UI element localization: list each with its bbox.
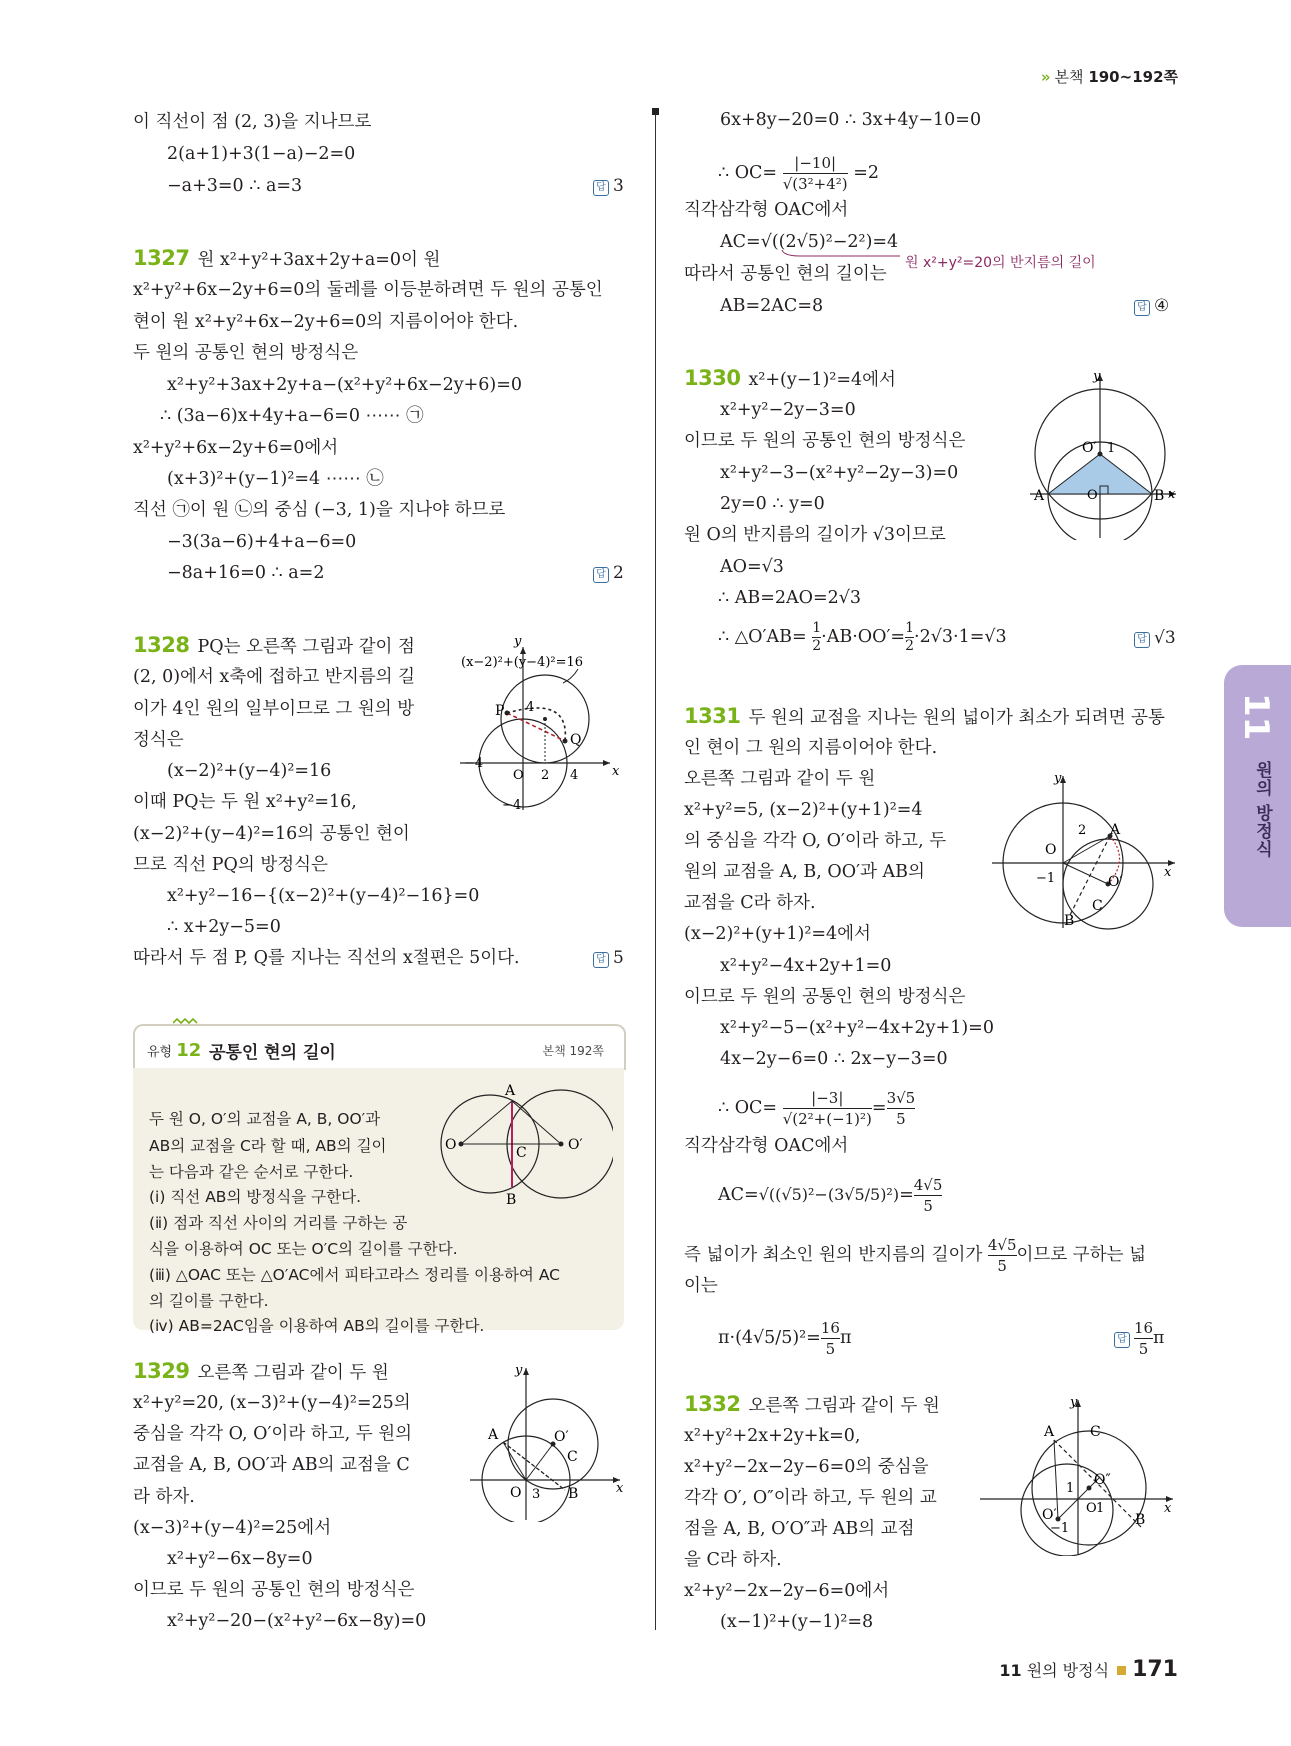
- fig-label: 2: [541, 768, 550, 783]
- fig-label: C: [1092, 898, 1103, 914]
- text-line: π·(4√5/5)²= $\frac{16}{5}$ π: [718, 1319, 852, 1358]
- problem-1331: 1331 두 원의 교점을 지나는 원의 넓이가 최소가 되려면 공통: [684, 704, 1165, 728]
- text-line: x²+y²+6x−2y+6=0에서: [133, 438, 339, 458]
- fig-label: O′: [568, 1137, 583, 1153]
- text-line: x²+y²−2y−3=0: [720, 400, 856, 420]
- text-line: (ⅱ) 점과 직선 사이의 거리를 구하는 공: [149, 1214, 408, 1232]
- text-line: 2(a+1)+3(1−a)−2=0: [167, 144, 356, 164]
- fig-label: A: [505, 1083, 516, 1099]
- fig-label: 1: [1107, 441, 1116, 456]
- text-line: 직선 ㉠이 원 ㉡의 중심 (−3, 1)을 지나야 하므로: [133, 500, 506, 520]
- chapter-tab[interactable]: [1224, 665, 1291, 927]
- problem-number: 1331: [684, 704, 741, 728]
- fig-label: −1: [1050, 1521, 1070, 1536]
- fig-label: B: [568, 1486, 579, 1502]
- divider-marker: [652, 108, 659, 115]
- fig-label: O: [513, 768, 524, 783]
- text-line: x²+y²−20−(x²+y²−6x−8y)=0: [167, 1611, 427, 1631]
- text-line: x²+y²+3ax+2y+a−(x²+y²+6x−2y+6)=0: [167, 375, 523, 395]
- text-line: AB의 교점을 C라 할 때, AB의 길이: [149, 1137, 387, 1155]
- fig-label: 2: [1078, 823, 1087, 838]
- text-line: ∴ AB=2AO=2√3: [718, 588, 862, 608]
- text-line: x²+y²+6x−2y+6=0의 둘레를 이등분하려면 두 원의 공통인: [133, 280, 603, 300]
- double-chevron-icon: »: [1040, 68, 1051, 86]
- text-line: AC=√((√5)²−(3√5/5)²)= $\frac{4√5}{5}$: [718, 1176, 943, 1215]
- text-line: 현이 원 x²+y²+6x−2y+6=0의 지름이어야 한다.: [133, 312, 519, 332]
- answer-mark: 답 5: [593, 948, 624, 968]
- column-divider: [655, 110, 656, 1630]
- figure-type-12: [438, 1077, 613, 1217]
- fig-label: y: [515, 1363, 523, 1378]
- fig-label: y: [1054, 771, 1062, 786]
- fig-label: Q: [570, 732, 582, 748]
- answer-icon: 답: [593, 567, 609, 583]
- text-line: AC=√((2√5)²−2²)=4: [720, 232, 899, 252]
- text-line: 인 현이 그 원의 지름이어야 한다.: [684, 738, 938, 758]
- fig-label: O′: [1082, 440, 1097, 456]
- text-line: 중심을 각각 O, O′이라 하고, 두 원의: [133, 1424, 413, 1444]
- chapter-tab-label: 원의 방정식: [1252, 761, 1272, 858]
- fig-label: x: [612, 764, 620, 779]
- fig-label: O″: [1094, 1472, 1111, 1488]
- text-line: 직각삼각형 OAC에서: [684, 200, 849, 220]
- text-line: ∴ OC= $\frac{|-3|}{\text{√(2²+(−1)²)}}$ = $\frac{3√5}{5}$: [718, 1089, 916, 1128]
- fig-label: y: [1093, 370, 1101, 384]
- text-line: ∴ △O′AB= $\frac{1}{2}$ ·AB·OO′= $\frac{1}{2}$ ·2√3·1=√3: [718, 620, 1007, 654]
- type-12-title: 공통인 현의 길이: [209, 1043, 336, 1063]
- text-line: x²+y²−2x−2y−6=0에서: [684, 1581, 890, 1601]
- text-line: 두 원 O, O′의 교점을 A, B, OO′과: [149, 1110, 381, 1128]
- fig-label: B: [1064, 913, 1075, 929]
- answer-mark: 답 ④: [1134, 296, 1169, 316]
- fig-label: C: [567, 1449, 578, 1465]
- text-line: 4x−2y−6=0 ∴ 2x−y−3=0: [720, 1049, 948, 1069]
- text-line: 각각 O′, O″이라 하고, 두 원의 교: [684, 1488, 937, 1508]
- fig-label: A: [488, 1427, 499, 1443]
- text-line: AO=√3: [720, 557, 784, 577]
- text-line: 직각삼각형 OAC에서: [684, 1136, 849, 1156]
- text-line: −8a+16=0 ∴ a=2: [167, 563, 325, 583]
- fig-label: A: [1110, 822, 1121, 838]
- fig-label: O: [510, 1485, 522, 1501]
- annotation-note: 원 x²+y²=20의 반지름의 길이: [905, 255, 1096, 271]
- answer-mark: 답 2: [593, 563, 624, 583]
- answer-mark: 답 √3: [1134, 628, 1176, 648]
- fig-label: B: [1135, 1512, 1146, 1528]
- text-line: x²+y²=5, (x−2)²+(y+1)²=4: [684, 800, 923, 820]
- figure-1328: [460, 635, 630, 820]
- text-line: AB=2AC=8: [720, 296, 824, 316]
- type-12-header: 유형 12 공통인 현의 길이 본책 192쪽: [133, 1024, 626, 1070]
- text-line: (x+3)²+(y−1)²=4 ⋯⋯ ㉡: [167, 469, 384, 489]
- problem-number: 1329: [133, 1359, 190, 1383]
- problem-number: 1332: [684, 1392, 741, 1416]
- fig-label: y: [1070, 1396, 1078, 1410]
- type-12-box: [133, 1024, 624, 1335]
- type-12-reference: 본책 192쪽: [542, 1044, 604, 1058]
- square-icon: [1117, 1666, 1126, 1675]
- footer-chapter-number: 11: [999, 1661, 1022, 1680]
- fig-label: C: [1090, 1424, 1101, 1440]
- text-line: x²+y²−3−(x²+y²−2y−3)=0: [720, 463, 959, 483]
- text-line: −3(3a−6)+4+a−6=0: [167, 532, 357, 552]
- fig-label: 4: [526, 700, 535, 715]
- text-line: ∴ x+2y−5=0: [167, 917, 281, 937]
- text-line: 라 하자.: [133, 1487, 195, 1507]
- fig-label: 1: [1096, 1501, 1105, 1516]
- text-line: 6x+8y−20=0 ∴ 3x+4y−10=0: [720, 110, 982, 130]
- fig-label: O: [1045, 842, 1057, 858]
- text-line: (ⅳ) AB=2AC임을 이용하여 AB의 길이를 구한다.: [149, 1317, 485, 1335]
- fig-label: 3: [532, 1487, 541, 1502]
- text-line: x²+y²−2x−2y−6=0의 중심을: [684, 1457, 929, 1477]
- text-line: x²+y²+2x+2y+k=0,: [684, 1426, 861, 1446]
- text-line: 원 O의 반지름의 길이가 √3이므로: [684, 525, 946, 545]
- problem-1329: 1329 오른쪽 그림과 같이 두 원: [133, 1359, 389, 1383]
- answer-icon: 답: [1134, 632, 1150, 648]
- problem-1327: 1327 원 x²+y²+3ax+2y+a=0이 원: [133, 246, 441, 270]
- text-line: x²+y²−16−{(x−2)²+(y−4)²−16}=0: [167, 886, 480, 906]
- text-line: (ⅰ) 직선 AB의 방정식을 구한다.: [149, 1188, 362, 1206]
- figure-equation: (x−2)²+(y−4)²=16: [461, 655, 584, 670]
- text-line: 따라서 두 점 P, Q를 지나는 직선의 x절편은 5이다.: [133, 948, 520, 968]
- text-line: 교점을 A, B, OO′과 AB의 교점을 C: [133, 1455, 410, 1475]
- answer-icon: 답: [1114, 1332, 1130, 1348]
- text-line: 점을 A, B, O′O″과 AB의 교점: [684, 1519, 915, 1539]
- text-line: 오른쪽 그림과 같이 두 원: [684, 769, 876, 789]
- page-footer: [999, 1657, 1178, 1682]
- text-line: 정식은: [133, 730, 184, 750]
- text-line: (x−3)²+(y−4)²=25에서: [133, 1518, 332, 1538]
- fig-label: O′: [1108, 874, 1123, 890]
- text-line: 즉 넓이가 최소인 원의 반지름의 길이가 $\frac{4√5}{5}$ 이므로 구하는 넓: [684, 1236, 1146, 1275]
- text-line: 이므로 두 원의 공통인 현의 방정식은: [684, 987, 966, 1007]
- fig-label: x: [1164, 865, 1172, 880]
- text-line: x²+y²−6x−8y=0: [167, 1549, 313, 1569]
- fig-label: 4: [570, 768, 579, 783]
- problem-1328: 1328 PQ는 오른쪽 그림과 같이 점: [133, 633, 415, 657]
- problem-1332: 1332 오른쪽 그림과 같이 두 원: [684, 1392, 940, 1416]
- text-line: 이는: [684, 1276, 718, 1296]
- fig-label: −4: [502, 798, 522, 813]
- fig-label: O: [1087, 488, 1098, 503]
- text-line: (x−2)²+(y+1)²=4에서: [684, 924, 871, 944]
- fig-label: x: [1168, 487, 1176, 502]
- text-line: 므로 직선 PQ의 방정식은: [133, 855, 328, 875]
- text-line: x²+y²−4x+2y+1=0: [720, 956, 892, 976]
- text-line: 두 원의 공통인 현의 방정식은: [133, 343, 359, 363]
- text-line: 을 C라 하자.: [684, 1550, 782, 1570]
- fig-label: O: [1086, 1501, 1097, 1516]
- text-line: x²+y²−5−(x²+y²−4x+2y+1)=0: [720, 1018, 994, 1038]
- problem-number: 1330: [684, 366, 741, 390]
- text-line: 원의 교점을 A, B, OO′과 AB의: [684, 862, 925, 882]
- text-line: 이 직선이 점 (2, 3)을 지나므로: [133, 112, 372, 132]
- fig-label: y: [514, 635, 522, 649]
- text-line: (x−2)²+(y−4)²=16: [167, 761, 332, 781]
- text-line: 교점을 C라 하자.: [684, 893, 816, 913]
- chapter-tab-number: 11: [1236, 693, 1276, 741]
- text-line: 이가 4인 원의 일부이므로 그 원의 방: [133, 699, 415, 719]
- text-line: 따라서 공통인 현의 길이는: [684, 264, 887, 284]
- fig-label: 1: [1066, 1481, 1075, 1496]
- fig-label: P: [495, 703, 505, 719]
- fig-label: A: [1044, 1424, 1055, 1440]
- answer-icon: 답: [1134, 300, 1150, 316]
- text-line: (2, 0)에서 x축에 접하고 반지름의 길: [133, 667, 416, 687]
- text-line: 의 길이를 구한다.: [149, 1292, 269, 1310]
- figure-1329: [470, 1362, 630, 1522]
- text-line: (ⅲ) △OAC 또는 △O′AC에서 피타고라스 정리를 이용하여 AC: [149, 1266, 560, 1284]
- text-line: x²+y²=20, (x−3)²+(y−4)²=25의: [133, 1393, 411, 1413]
- fig-label: x: [1164, 1501, 1172, 1516]
- fig-label: −4: [464, 756, 484, 771]
- answer-mark: 답 3: [593, 176, 624, 196]
- header-reference: » 본책 190~192쪽: [1040, 68, 1178, 86]
- header-pages: 190~192쪽: [1088, 68, 1178, 86]
- text-line: 의 중심을 각각 O, O′이라 하고, 두: [684, 831, 947, 851]
- text-line: ∴ OC= $\frac{|-10|}{\text{√(3²+4²)}}$ =2: [718, 154, 880, 193]
- problem-1330: 1330 x²+(y−1)²=4에서: [684, 366, 896, 390]
- page-number: 171: [1132, 1657, 1178, 1682]
- text-line: (x−2)²+(y−4)²=16의 공통인 현이: [133, 824, 410, 844]
- text-line: 식을 이용하여 OC 또는 O′C의 길이를 구한다.: [149, 1240, 458, 1258]
- fig-label: O′: [554, 1429, 569, 1445]
- text-line: 이므로 두 원의 공통인 현의 방정식은: [684, 431, 966, 451]
- answer-icon: 답: [593, 180, 609, 196]
- answer-icon: 답: [593, 952, 609, 968]
- fig-label: O: [445, 1137, 457, 1153]
- fig-label: B: [506, 1192, 517, 1208]
- text-line: 이므로 두 원의 공통인 현의 방정식은: [133, 1580, 415, 1600]
- text-line: −a+3=0 ∴ a=3: [167, 176, 303, 196]
- figure-1330: [1030, 370, 1180, 540]
- fig-label: x: [616, 1481, 624, 1496]
- problem-number: 1328: [133, 633, 190, 657]
- text-line: 는 다음과 같은 순서로 구한다.: [149, 1163, 354, 1181]
- text-line: ∴ (3a−6)x+4y+a−6=0 ⋯⋯ ㉠: [160, 406, 424, 426]
- fig-label: B: [1154, 488, 1165, 504]
- figure-1331: [990, 770, 1180, 930]
- text-line: 2y=0 ∴ y=0: [720, 494, 825, 514]
- text-line: (x−1)²+(y−1)²=8: [720, 1612, 874, 1632]
- fig-label: −1: [1036, 871, 1056, 886]
- fig-label: O′: [1042, 1507, 1057, 1523]
- footer-chapter-title: 원의 방정식: [1026, 1661, 1110, 1680]
- fig-label: C: [516, 1145, 527, 1161]
- fig-label: A: [1034, 488, 1045, 504]
- text-line: 이때 PQ는 두 원 x²+y²=16,: [133, 792, 357, 812]
- answer-mark: 답 $\frac{16}{5}$ π: [1114, 1318, 1164, 1359]
- note-bracket: [780, 250, 910, 260]
- figure-1332: [978, 1396, 1178, 1556]
- problem-number: 1327: [133, 246, 190, 270]
